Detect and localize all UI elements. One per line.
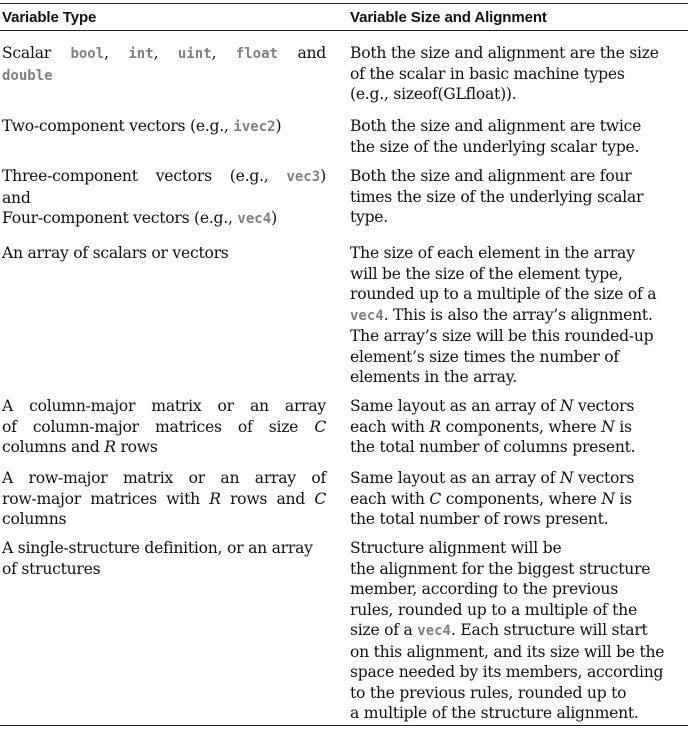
header-rule bbox=[0, 30, 688, 31]
variable-type-cell: Two-component vectors (e.g., ivec2) bbox=[2, 117, 282, 135]
column-header-variable-type: Variable Type bbox=[2, 9, 97, 26]
size-alignment-cell: Both the size and alignment are twice the size of the underlying scalar type. bbox=[350, 117, 642, 156]
size-alignment-cell: The size of each element in the array will be the size of the element type, rounded up to a multiple of the size of a vec4. This is also the array’s alignment. The array’s size will be this rounded-up element’s size times the number of elements in the array. bbox=[350, 244, 657, 386]
variable-type-cell: A row-major matrix or an array of row-major matrices with R rows and C columns bbox=[2, 469, 326, 528]
size-alignment-cell: Both the size and alignment are four times the size of the underlying scalar type. bbox=[350, 167, 644, 226]
size-alignment-cell: Same layout as an array of N vectors each with C components, where N is the total number of rows present. bbox=[350, 469, 635, 528]
column-header-size-alignment: Variable Size and Alignment bbox=[350, 9, 547, 26]
size-alignment-cell: Both the size and alignment are the size of the scalar in basic machine types (e.g., sizeof(GLfloat)). bbox=[350, 44, 659, 103]
variable-type-cell: A column-major matrix or an array of column-major matrices of size C columns and R rows bbox=[2, 397, 326, 456]
variable-type-cell: An array of scalars or vectors bbox=[2, 244, 229, 262]
size-alignment-cell: Same layout as an array of N vectors each with R components, where N is the total number of columns present. bbox=[350, 397, 636, 456]
table-top-rule bbox=[0, 3, 688, 4]
variable-type-cell: A single-structure definition, or an array of structures bbox=[2, 539, 313, 578]
variable-type-cell: Three-component vectors (e.g., vec3) and Four-component vectors (e.g., vec4) bbox=[2, 167, 326, 227]
size-alignment-cell: Structure alignment will be the alignment for the biggest structure member, according to the previous rules, rounded up to a multiple of the size of a vec4. Each structure will start on this alignment, and its size will be the space needed by its members, according to the previous rules, rounded up to a multiple of the structure alignment. bbox=[350, 539, 665, 722]
table-bottom-rule bbox=[0, 725, 688, 726]
variable-type-cell: Scalar bool, int, uint, float and double bbox=[2, 44, 327, 84]
